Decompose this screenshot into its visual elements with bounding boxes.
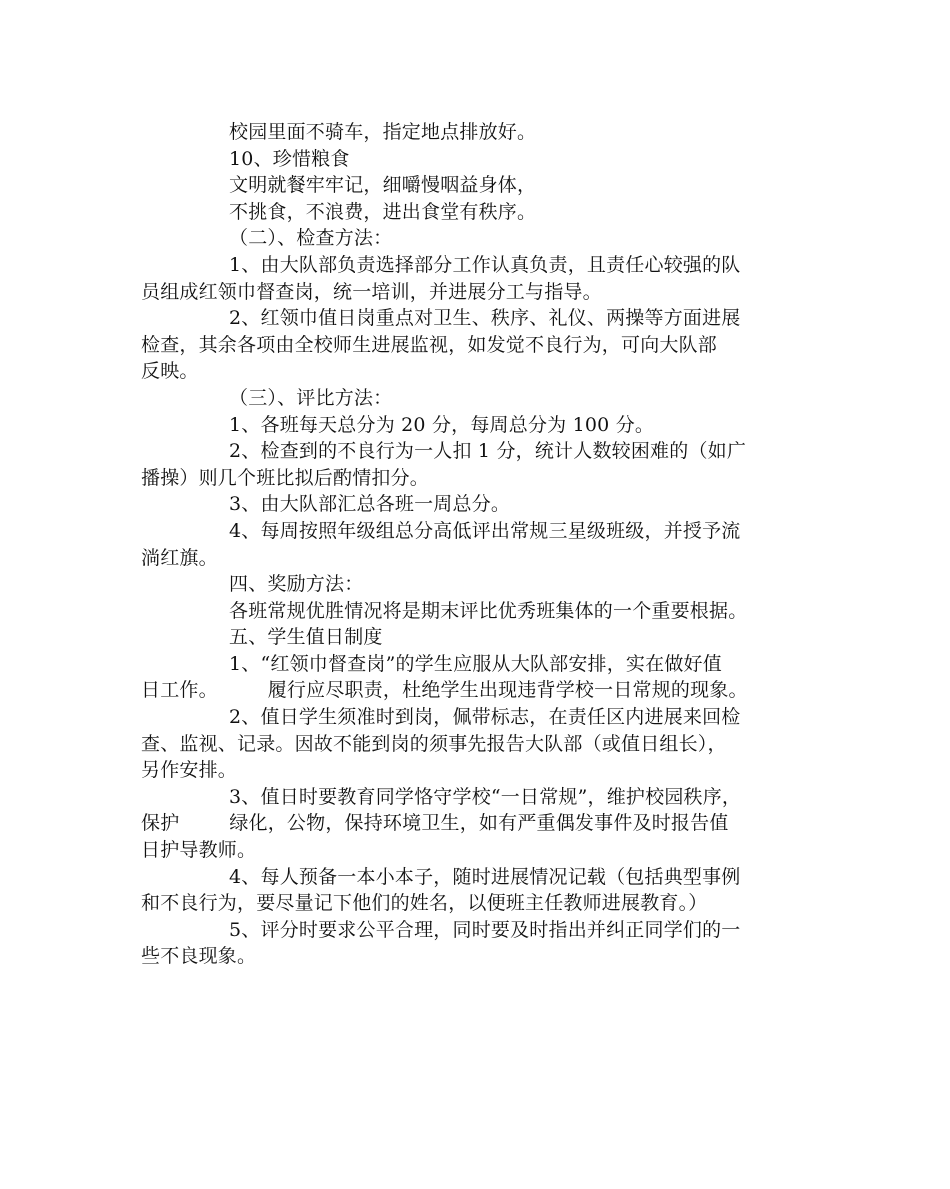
text-line: 2、红领巾值日岗重点对卫生、秩序、礼仪、两操等方面进展: [229, 307, 741, 330]
text-line: 1、由大队部负责选择部分工作认真负责，且责任心较强的队: [229, 253, 741, 276]
text-line: 和不良行为，要尽量记下他们的姓名，以便班主任教师进展教育。）: [141, 892, 708, 915]
text-line: 各班常规优胜情况将是期末评比优秀班集体的一个重要根据。: [229, 599, 748, 622]
text-line: 日护导教师。: [141, 839, 257, 862]
text-line: 4、每人预备一本小本子，随时进展情况记载（包括典型事例: [229, 865, 741, 888]
text-line: 4、每周按照年级组总分高低评出常规三星级班级，并授予流: [229, 519, 741, 542]
text-line: 保护 绿化，公物，保持环境卫生，如有严重偶发事件及时报告值: [141, 812, 729, 835]
section-heading: （三）、评比方法：: [229, 386, 393, 409]
text-line: 淌红旗。: [141, 546, 218, 569]
text-line: 查、监视、记录。因故不能到岗的须事先报告大队部（或值日组长），: [141, 732, 727, 755]
document-body: [141, 119, 821, 970]
text-line: 播操）则几个班比拟后酌情扣分。: [141, 466, 430, 489]
text-line: 检查，其余各项由全校师生进展监视，如发觉不良行为，可向大队部: [141, 333, 718, 356]
text-line: 另作安排。: [141, 759, 238, 782]
text-line: 2、检查到的不良行为一人扣 1 分，统计人数较困难的（如广: [229, 440, 747, 463]
text-line: 2、值日学生须准时到岗，佩带标志，在责任区内进展来回检: [229, 706, 741, 729]
text-line: 员组成红领巾督查岗，统一培训，并进展分工与指导。: [141, 280, 602, 303]
text-line: 些不良现象。: [141, 945, 257, 968]
section-heading: （二）、检查方法：: [229, 227, 393, 250]
text-line: 1、“红领巾督查岗”的学生应服从大队部安排，实在做好值: [229, 652, 722, 675]
text-line: 3、值日时要教育同学恪守学校“一日常规”，维护校园秩序，: [229, 785, 742, 808]
section-heading: 四、奖励方法：: [229, 573, 364, 596]
text-line: 文明就餐牢牢记，细嚼慢咽益身体，: [229, 174, 537, 197]
section-heading: 五、学生值日制度: [229, 626, 383, 649]
text-line: 10、珍惜粮食: [229, 147, 350, 170]
text-line: 日工作。 履行应尽职责，杜绝学生出现违背学校一日常规的现象。: [141, 679, 748, 702]
text-line: 不挑食，不浪费，进出食堂有秩序。: [229, 200, 537, 223]
text-line: 校园里面不骑车，指定地点排放好。: [229, 121, 537, 143]
text-line: 3、由大队部汇总各班一周总分。: [229, 493, 511, 516]
text-line: 反映。: [141, 360, 199, 383]
text-line: 1、各班每天总分为 20 分，每周总分为 100 分。: [229, 413, 655, 436]
text-line: 5、评分时要求公平合理，同时要及时指出并纠正同学们的一: [229, 918, 741, 941]
